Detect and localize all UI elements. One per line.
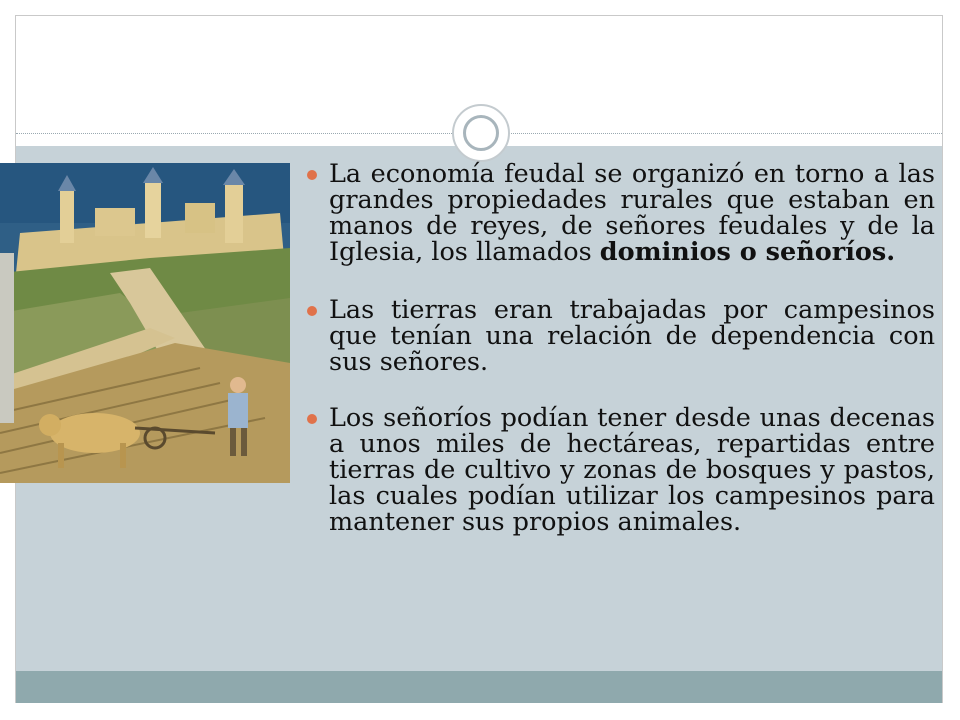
bullet-list	[307, 161, 935, 567]
divider-circle-inner	[463, 115, 499, 151]
bullet-text: Los señoríos podían tener desde unas decenas a unos miles de hectáreas, repartidas entre tierras de cultivo y zonas de bosques y pastos, las cuales podían utilizar los campesinos para mantener sus propios animales.	[329, 403, 935, 537]
bullet-dot-icon	[307, 306, 317, 316]
painting-image	[0, 163, 290, 483]
bullet-item-2	[307, 297, 935, 375]
bullet-emphasis: dominios o señoríos.	[599, 237, 896, 267]
bullet-text: La economía feudal se organizó en torno a las grandes propiedades rurales que estaban en manos de reyes, de señores feudales y de la Iglesia, los llamados	[329, 159, 935, 267]
bullet-text: Las tierras eran trabajadas por campesinos que tenían una relación de dependencia con sus señores.	[329, 295, 935, 377]
footer-band	[16, 671, 942, 703]
bullet-dot-icon	[307, 170, 317, 180]
bullet-item-3	[307, 405, 935, 535]
bullet-item-1	[307, 161, 935, 265]
divider-circle-ornament	[452, 104, 510, 162]
bullet-dot-icon	[307, 414, 317, 424]
